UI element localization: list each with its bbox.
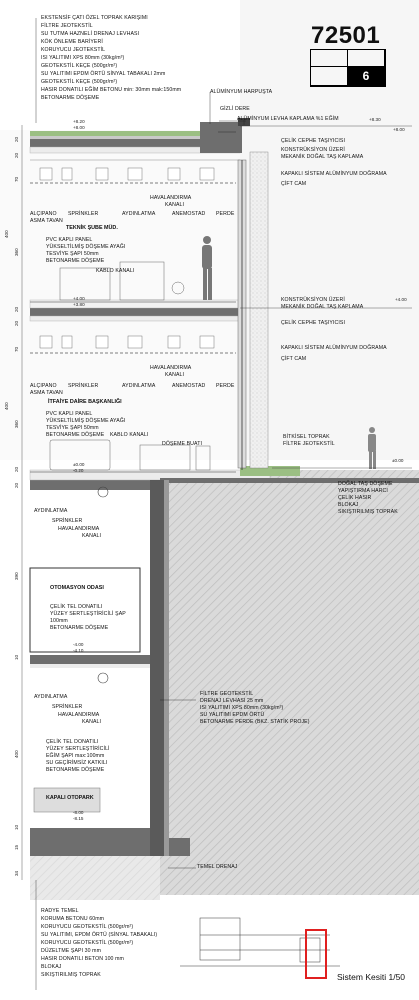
ground-layer: DOĞAL TAŞ DÖŞEME <box>338 481 393 487</box>
dimension-label: 400 <box>4 402 9 410</box>
label-levha: ALÜMİNYUM LEVHA KAPLAMA %1 EĞİM <box>237 116 339 122</box>
label-konstruksiyon2: KONSTRÜKSİYON ÜZERİ <box>281 297 345 303</box>
soil-area <box>159 470 419 895</box>
wall-layer: ISI YALITIMI XPS 80mm (30kg/m³) <box>200 705 284 711</box>
roof-layer: HASIR DONATILI EĞİM BETONU min: 30mm mak:150mm <box>41 87 182 93</box>
dimension-label: 400 <box>14 750 19 758</box>
label-anemostad: ANEMOSTAD <box>172 211 206 217</box>
roof-layer: GEOTEKSTİL KEÇE (500gr/m²) <box>41 79 118 85</box>
label-sprinkler: SPRİNKLER <box>52 518 83 524</box>
label-kanali: KANALI <box>165 202 185 208</box>
slab-minus8 <box>30 828 160 838</box>
foundation-layer: RADYE TEMEL <box>41 908 79 914</box>
label-kanali: KANALI <box>82 719 102 725</box>
label-alcipano: ALÇIPANO <box>30 383 57 389</box>
dimension-label: 15 <box>14 844 19 850</box>
basement2-level-b: -8.15 <box>73 816 84 821</box>
roof-layer: ISI YALITIMI XPS 80mm (30kg/m³) <box>41 55 125 61</box>
dimension-label: 20 <box>14 466 19 472</box>
floor0-level-b: -0.20 <box>73 468 84 473</box>
ground-layer: ÇELİK HASIR <box>338 495 372 501</box>
room-itfaiye: İTFAİYE DAİRE BAŞKANLIĞI <box>48 399 122 405</box>
level-mid: +4.00 <box>395 297 407 302</box>
label-tesviye: TESVİYE ŞAPI 50mm <box>46 425 99 431</box>
label-tas2: MEKANİK DOĞAL TAŞ KAPLAMA <box>281 304 364 310</box>
dimension-label: 34 <box>14 870 19 876</box>
roof-layer: SU YALITIMI EPDM ÖRTÜ SİNYAL TABAKALI 2mm <box>41 71 166 77</box>
basement1-level-b: -4.10 <box>73 648 84 653</box>
dimension-label: 20 <box>14 306 19 312</box>
wall-layer: FİLTRE GEOTEKSTİL <box>200 691 254 697</box>
basement2-level-a: -8.00 <box>73 810 84 815</box>
room-otopark: KAPALI OTOPARK <box>46 795 94 801</box>
label-buat: DÖŞEME BUATI <box>162 441 203 447</box>
label-pvc: PVC KAPLI PANEL <box>46 237 93 243</box>
floor1-level-bot: +4.00 <box>73 296 85 301</box>
room-teknik: TEKNİK ŞUBE MÜD. <box>66 225 118 231</box>
label-sprinkler: SPRİNKLER <box>68 383 99 389</box>
label-celik-tel: ÇELİK TEL DONATILI <box>46 739 99 745</box>
mini-section-highlight <box>306 930 326 978</box>
sheet-code: 72501 <box>311 22 381 49</box>
foundation-layer: KORUMA BETONU 60mm <box>41 916 105 922</box>
ground-layer: BLOKAJ <box>338 502 359 508</box>
roof-layer: KORUYUCU JEOTEKSTİL <box>41 47 106 53</box>
floor0-level-a: ±0.00 <box>73 462 85 467</box>
label-kablo: KABLO KANALI <box>110 432 149 438</box>
roof-layer: GEOTEKSTİL KEÇE (500gr/m²) <box>41 63 118 69</box>
otomasyon-room-box <box>30 568 140 652</box>
room-otomasyon: OTOMASYON ODASI <box>50 585 104 591</box>
label-bitkisel: BİTKİSEL TOPRAK <box>283 434 330 440</box>
label-perde: PERDE <box>216 383 235 389</box>
retaining-wall <box>150 480 164 856</box>
foundation-layer: SIKIŞTIRILMIŞ TOPRAK <box>41 972 101 978</box>
wall-layer: BETONARME PERDE (BKZ. STATİK PROJE) <box>200 719 310 725</box>
roof-layer: BETONARME DÖŞEME <box>41 95 100 101</box>
dimension-label: 390 <box>14 572 19 580</box>
foundation-layer: SU YALITIMI, EPDM ÖRTÜ (SİNYAL TABAKALI) <box>41 932 158 938</box>
dimension-label: 20 <box>14 482 19 488</box>
dimension-label: 20 <box>14 152 19 158</box>
foundation-layer: DÜZELTME ŞAPI 30 mm <box>41 948 102 954</box>
floor1-level-top: +8.20 <box>73 119 85 124</box>
label-yuzey: YÜZEY SERTLEŞTİRİCİLİ <box>46 746 110 752</box>
label-gizli-dere: GİZLİ DERE <box>220 106 250 112</box>
mini-section <box>180 918 340 966</box>
wall-layer: SU YALITIMI EPDM ÖRTÜ <box>200 712 265 718</box>
label-katkili: SU GEÇİRİMSİZ KATKILI <box>46 760 108 766</box>
person-figure <box>202 236 212 300</box>
slab-minus4 <box>30 655 160 664</box>
label-betonarme: BETONARME DÖŞEME <box>46 767 105 773</box>
label-havalandirma: HAVALANDIRMA <box>150 195 192 201</box>
label-asma-tavan: ASMA TAVAN <box>30 218 63 224</box>
label-filtre: FİLTRE JEOTEKSTİL <box>283 441 335 447</box>
label-tasiyici2: ÇELİK CEPHE TAŞIYICISI <box>281 320 345 326</box>
label-betonarme: BETONARME DÖŞEME <box>46 432 105 438</box>
label-havalandirma: HAVALANDIRMA <box>150 365 192 371</box>
label-temel-drenaj: TEMEL DRENAJ <box>197 864 238 870</box>
wall-layer: DRENAJ LEVHASI 25 mm <box>200 698 264 704</box>
label-dograma1: KAPAKLI SİSTEM ALÜMİNYUM DOĞRAMA <box>281 171 387 177</box>
label-betonarme: BETONARME DÖŞEME <box>50 625 109 631</box>
label-cam2: ÇİFT CAM <box>281 356 307 362</box>
label-cam1: ÇİFT CAM <box>281 181 307 187</box>
label-harpusta: ALÜMİNYUM HARPUŞTA <box>210 89 273 95</box>
label-aydinlatma: AYDINLATMA <box>122 383 156 389</box>
floor1-level-bot2: +3.80 <box>73 302 85 307</box>
roof-layer: EKSTENSİF ÇATI ÖZEL TOPRAK KARIŞIMI <box>41 15 148 21</box>
label-tasiyici1: ÇELİK CEPHE TAŞIYICISI <box>281 138 345 144</box>
dimension-label: 400 <box>4 230 9 238</box>
label-celik-tel: ÇELİK TEL DONATILI <box>50 604 103 610</box>
label-kanali: KANALI <box>82 533 102 539</box>
label-anemostad: ANEMOSTAD <box>172 383 206 389</box>
foundation-layer: KORUYUCU GEOTEKSTİL (500gr/m²) <box>41 924 134 930</box>
label-yukseltilmis: YÜKSELTİLMİŞ DÖŞEME AYAĞI <box>46 244 126 250</box>
label-100mm: 100mm <box>50 618 68 624</box>
foundation-layer: HASIR DONATILI BETON 100 mm <box>41 956 124 962</box>
slab-ground <box>30 480 160 490</box>
label-havalandirma: HAVALANDIRMA <box>58 526 100 532</box>
dimension-label: 360 <box>14 248 19 256</box>
dimension-label: 70 <box>14 346 19 352</box>
sheet-grid <box>310 49 386 87</box>
ground-layer: YAPIŞTIRMA HARCI <box>338 488 388 494</box>
label-perde: PERDE <box>216 211 235 217</box>
label-yuzey-sap: YÜZEY SERTLEŞTİRİCİLİ ŞAP <box>50 611 126 617</box>
basement1-level-a: -4.00 <box>73 642 84 647</box>
label-aydinlatma: AYDINLATMA <box>34 508 68 514</box>
label-havalandirma: HAVALANDIRMA <box>58 712 100 718</box>
label-sprinkler: SPRİNKLER <box>68 211 99 217</box>
dimension-label: 20 <box>14 136 19 142</box>
level-ground: ±0.00 <box>392 458 404 463</box>
foundation-layer: BLOKAJ <box>41 964 62 970</box>
label-aydinlatma: AYDINLATMA <box>34 694 68 700</box>
label-kablo: KABLO KANALI <box>96 268 135 274</box>
dimension-label: 10 <box>14 654 19 660</box>
label-egim: EĞİM ŞAPI max:100mm <box>46 753 105 759</box>
label-betonarme: BETONARME DÖŞEME <box>46 258 105 264</box>
label-aydinlatma: AYDINLATMA <box>122 211 156 217</box>
roof-layer: SU TUTMA HAZNELİ DRENAJ LEVHASI <box>41 31 140 37</box>
ground-layer: SIKIŞTIRILMIŞ TOPRAK <box>338 509 398 515</box>
label-kanali: KANALI <box>165 372 185 378</box>
level-roof: +8.30 <box>369 117 381 122</box>
facade-stone <box>250 152 268 468</box>
label-dograma2: KAPAKLI SİSTEM ALÜMİNYUM DOĞRAMA <box>281 345 387 351</box>
slab-plus4 <box>30 308 245 316</box>
label-asma-tavan: ASMA TAVAN <box>30 390 63 396</box>
roof-layer: KÖK ÖNLEME BARİYERİ <box>41 39 103 45</box>
label-alcipano: ALÇIPANO <box>30 211 57 217</box>
dimension-label: 70 <box>14 176 19 182</box>
dimension-label: 20 <box>14 320 19 326</box>
label-pvc: PVC KAPLI PANEL <box>46 411 93 417</box>
dimension-label: 360 <box>14 420 19 428</box>
parapet <box>200 122 242 153</box>
foundation-layer: KORUYUCU GEOTEKSTİL (500gr/m²) <box>41 940 134 946</box>
level-roof2: +8.00 <box>393 127 405 132</box>
roof-layer: FİLTRE JEOTEKSTİL <box>41 23 93 29</box>
floor1-level-top2: +8.00 <box>73 125 85 130</box>
label-konstruksiyon1b: MEKANİK DOĞAL TAŞ KAPLAMA <box>281 154 364 160</box>
label-sprinkler: SPRİNKLER <box>52 704 83 710</box>
sheet-number: 6 <box>348 67 385 86</box>
label-tesviye: TESVİYE ŞAPI 50mm <box>46 251 99 257</box>
label-konstruksiyon1a: KONSTRÜKSİYON ÜZERİ <box>281 147 345 153</box>
section-caption: Sistem Kesiti 1/50 <box>337 972 406 982</box>
label-yukseltilmis: YÜKSELTİLMİŞ DÖŞEME AYAĞI <box>46 418 126 424</box>
dimension-label: 10 <box>14 824 19 830</box>
